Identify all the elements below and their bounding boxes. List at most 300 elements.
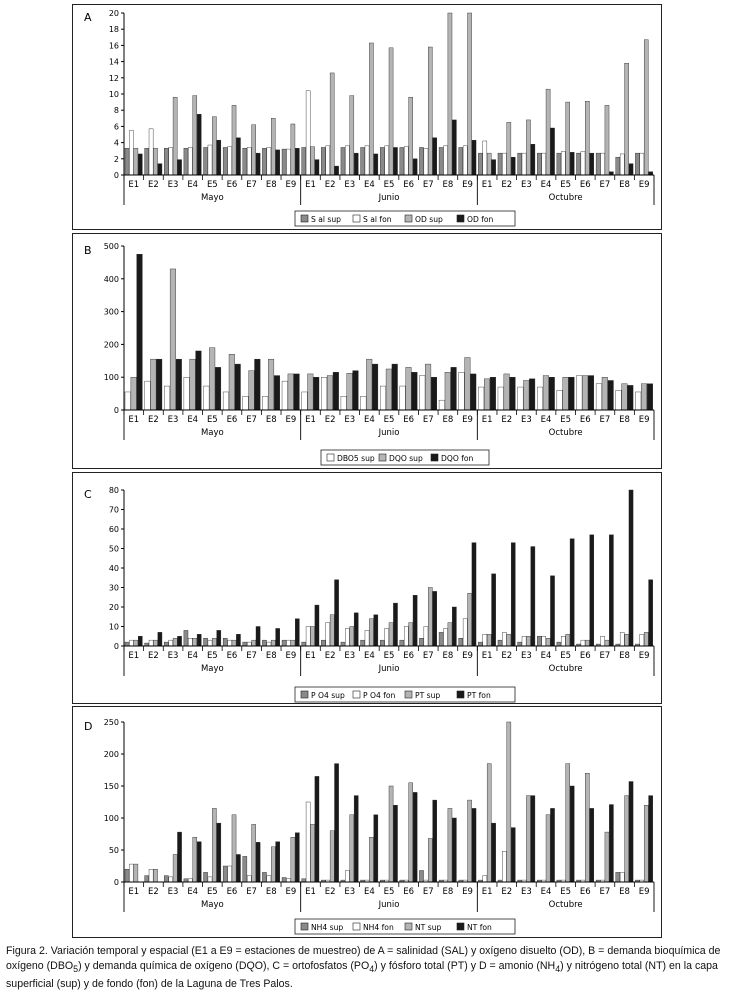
bar (232, 640, 236, 646)
bar (483, 141, 487, 175)
bar (550, 808, 554, 882)
x-tick-label: E4 (187, 415, 199, 425)
y-tick-label: 50 (108, 544, 119, 554)
bar (196, 351, 202, 410)
bar (313, 377, 319, 410)
x-tick-label: E5 (206, 180, 218, 190)
y-tick-label: 80 (108, 486, 119, 495)
bar (433, 591, 437, 646)
bar (354, 153, 358, 175)
x-tick-label: E8 (265, 180, 277, 190)
x-tick-label: E3 (521, 651, 532, 661)
bar (609, 805, 613, 882)
x-tick-label: E8 (265, 651, 277, 661)
x-tick-label: E8 (442, 180, 454, 190)
y-tick-label: 0 (113, 642, 119, 651)
y-tick-label: 10 (108, 90, 119, 99)
x-tick-label: E8 (442, 887, 454, 897)
bar (550, 576, 554, 646)
bar (369, 837, 373, 882)
x-tick-label: E1 (128, 180, 140, 190)
legend-label: P O4 sup (311, 691, 345, 700)
bar (549, 377, 555, 410)
bar (125, 642, 129, 646)
bar (459, 147, 463, 175)
bar (531, 547, 535, 646)
x-tick-label: E7 (422, 887, 434, 897)
bar (502, 851, 506, 882)
bar (341, 147, 345, 175)
x-tick-label: E1 (481, 180, 493, 190)
x-tick-label: E3 (344, 415, 356, 425)
bar (419, 376, 425, 410)
bar (302, 642, 306, 646)
bar (424, 627, 428, 647)
bar (164, 642, 168, 646)
x-tick-label: E7 (422, 180, 434, 190)
bar (204, 386, 210, 410)
y-tick-label: 10 (108, 622, 119, 632)
x-tick-label: E8 (265, 415, 277, 425)
bar (149, 129, 153, 175)
month-label: Octubre (548, 664, 583, 674)
bar (443, 628, 447, 646)
bar (425, 364, 431, 410)
bar (286, 149, 290, 175)
month-label: Junio (378, 900, 400, 910)
x-tick-label: E4 (363, 887, 375, 897)
bar (302, 392, 308, 410)
bar (350, 627, 354, 647)
bar (335, 580, 339, 646)
x-tick-label: E9 (285, 887, 297, 897)
y-tick-label: 4 (113, 138, 119, 148)
x-tick-label: E4 (187, 651, 199, 661)
bar (385, 628, 389, 646)
bar (276, 150, 280, 175)
bar (550, 128, 554, 175)
y-tick-label: 0 (113, 406, 119, 415)
bar (330, 831, 334, 882)
bar (294, 374, 300, 410)
y-tick-label: 100 (103, 373, 119, 383)
y-tick-label: 12 (108, 73, 119, 83)
y-tick-label: 6 (113, 122, 119, 132)
y-tick-label: 60 (108, 525, 119, 534)
bar (262, 640, 266, 646)
bar (468, 800, 472, 882)
bar (125, 392, 131, 410)
bar (409, 623, 413, 646)
bar (546, 89, 550, 175)
bar (507, 634, 511, 646)
bar (256, 842, 260, 882)
x-tick-label: E7 (246, 887, 257, 897)
month-label: Mayo (200, 664, 224, 674)
x-tick-label: E4 (540, 887, 552, 897)
bar (291, 837, 295, 882)
bar (590, 535, 594, 646)
bar (439, 147, 443, 175)
legend-label: P O4 fon (363, 691, 396, 700)
bar (170, 269, 176, 410)
bar (392, 364, 398, 410)
bar (208, 877, 212, 882)
x-tick-label: E5 (383, 651, 395, 661)
x-tick-label: E6 (403, 651, 415, 661)
bar (255, 359, 261, 410)
x-tick-label: E5 (383, 887, 395, 897)
bar (581, 640, 585, 646)
bar (478, 387, 484, 410)
x-tick-label: E8 (619, 415, 630, 425)
legend-swatch (379, 454, 386, 461)
x-tick-label: E6 (403, 415, 415, 425)
bar (386, 369, 392, 410)
bar (243, 642, 247, 646)
bar (268, 359, 274, 410)
x-tick-label: E3 (344, 887, 356, 897)
bar (158, 632, 162, 646)
bar (406, 367, 412, 410)
legend-swatch (405, 215, 412, 222)
bar (433, 138, 437, 175)
bar (326, 623, 330, 646)
bar (145, 148, 149, 175)
bar (523, 380, 529, 410)
x-tick-label: E2 (324, 415, 336, 425)
x-tick-label: E1 (481, 651, 493, 661)
x-tick-label: E5 (206, 887, 218, 897)
bar (472, 543, 476, 646)
bar (582, 376, 588, 410)
bar (424, 148, 428, 175)
bar (243, 856, 247, 882)
bar (295, 833, 299, 882)
legend-label: S al sup (311, 215, 342, 224)
bar (302, 147, 306, 175)
bar (557, 642, 561, 646)
bar (641, 384, 647, 410)
bar (193, 96, 197, 175)
bar (465, 358, 471, 410)
bar (184, 377, 190, 410)
bar (566, 102, 570, 175)
x-tick-label: E1 (305, 180, 316, 190)
x-tick-label: E9 (638, 887, 650, 897)
bar (629, 490, 633, 646)
bar (145, 876, 149, 882)
legend-swatch (301, 215, 308, 222)
bar (498, 640, 502, 646)
bar (622, 384, 628, 410)
month-label: Junio (378, 428, 400, 438)
bar (557, 153, 561, 175)
bar (502, 632, 506, 646)
bar (570, 152, 574, 175)
x-tick-label: E6 (403, 180, 415, 190)
bar (137, 254, 143, 410)
bar (184, 630, 188, 646)
bar (212, 117, 216, 175)
x-tick-label: E4 (540, 180, 552, 190)
bar (365, 146, 369, 175)
bar (428, 47, 432, 175)
bar (526, 796, 530, 882)
figure-caption: Figura 2. Variación temporal y espacial (E1 a E9 = estaciones de muestreo) de A = salinidad (SAL) y oxígeno disuelto (OD), B = demanda bioquímica de oxígeno $(DBO_5)$ y demanda química de oxígeno (DQO), C = ortofosfatos $(PO_4)$ y fósforo total (PT) y D = amonio $(NH_4)$ y nitrógeno total (NT) en la capa superficial (sup) y de fondo (fon) de la Laguna de Tres Palos. (6, 945, 721, 991)
bar (177, 832, 181, 882)
panel-label: D (84, 720, 93, 733)
bar (616, 872, 620, 882)
x-tick-label: E9 (285, 415, 297, 425)
x-tick-label: E6 (579, 180, 591, 190)
x-tick-label: E7 (246, 180, 257, 190)
legend-swatch (457, 215, 464, 222)
bar (380, 640, 384, 646)
bar (546, 815, 550, 882)
legend-label: NH4 fon (363, 923, 394, 932)
x-tick-label: E7 (422, 415, 434, 425)
bar (557, 390, 563, 410)
bar (335, 166, 339, 175)
bar (537, 387, 543, 410)
bar (576, 376, 582, 410)
bar (518, 642, 522, 646)
legend-label: PT sup (415, 691, 441, 700)
bar (400, 147, 404, 175)
bar (350, 96, 354, 175)
month-label: Junio (378, 193, 400, 203)
x-tick-label: E6 (579, 415, 591, 425)
legend-label: OD fon (467, 215, 494, 224)
legend-swatch (353, 691, 360, 698)
x-tick-label: E7 (599, 180, 611, 190)
bar (484, 379, 490, 410)
bar (590, 153, 594, 175)
bar (197, 114, 201, 175)
bar (609, 535, 613, 646)
bar (138, 636, 142, 646)
bar (372, 364, 378, 410)
bar (413, 159, 417, 175)
bar (229, 354, 235, 410)
x-tick-label: E7 (599, 651, 611, 661)
bar (616, 390, 622, 410)
bar (543, 376, 549, 410)
bar (223, 392, 229, 410)
bar (561, 636, 565, 646)
y-tick-label: 50 (108, 846, 119, 855)
x-tick-label: E5 (560, 415, 572, 425)
bar (487, 153, 491, 175)
x-tick-label: E3 (344, 651, 356, 661)
legend-label: DQO sup (389, 454, 423, 463)
legend-label: NT fon (467, 923, 492, 932)
bar (492, 160, 496, 175)
bar (487, 634, 491, 646)
bar (330, 73, 334, 175)
bar (569, 377, 575, 410)
chart-d (72, 706, 662, 938)
bar (129, 130, 133, 175)
x-tick-label: E7 (246, 415, 257, 425)
bar (232, 815, 236, 882)
bar (451, 367, 457, 410)
legend-swatch (457, 923, 464, 930)
bar (490, 377, 496, 410)
y-tick-label: 16 (108, 41, 119, 51)
bar (267, 876, 271, 882)
x-tick-label: E5 (383, 415, 395, 425)
x-tick-label: E3 (521, 180, 532, 190)
bar (588, 376, 594, 410)
bar (504, 374, 510, 410)
bar (282, 878, 286, 882)
bar (215, 367, 221, 410)
bar (445, 372, 451, 410)
bar (315, 160, 319, 175)
bar (468, 593, 472, 646)
bar (197, 842, 201, 882)
bar (439, 400, 445, 410)
bar (511, 157, 515, 175)
bar (286, 640, 290, 646)
bar (629, 782, 633, 882)
bar (129, 864, 133, 882)
bar (149, 640, 153, 646)
x-tick-label: E1 (128, 651, 140, 661)
x-tick-label: E8 (442, 415, 454, 425)
bar (232, 105, 236, 175)
bar (274, 376, 280, 410)
bar (640, 634, 644, 646)
bar (173, 854, 177, 882)
bar (249, 371, 255, 410)
bar (158, 164, 162, 175)
bar (236, 634, 240, 646)
bar (448, 808, 452, 882)
y-tick-label: 70 (108, 505, 119, 515)
bar (605, 105, 609, 175)
legend-swatch (353, 215, 360, 222)
bar (581, 152, 585, 175)
x-tick-label: E9 (638, 415, 650, 425)
x-tick-label: E4 (363, 651, 375, 661)
bar (333, 372, 339, 410)
bar (570, 786, 574, 882)
bar (341, 642, 345, 646)
bar (644, 632, 648, 646)
bar (228, 640, 232, 646)
bar (310, 147, 314, 175)
bar (306, 627, 310, 647)
legend-label: DBO5 sup (337, 454, 375, 463)
bar (468, 13, 472, 175)
month-label: Octubre (548, 428, 583, 438)
bar (380, 147, 384, 175)
x-tick-label: E2 (501, 887, 513, 897)
x-tick-label: E3 (167, 415, 179, 425)
bar (649, 796, 653, 882)
x-tick-label: E5 (383, 180, 395, 190)
bar (483, 876, 487, 882)
y-tick-label: 100 (103, 814, 119, 823)
y-tick-label: 300 (103, 307, 119, 317)
bar (169, 147, 173, 175)
bar (188, 147, 192, 175)
bar (400, 386, 406, 410)
bar (472, 140, 476, 175)
bar (193, 638, 197, 646)
bar (463, 146, 467, 175)
bar (347, 373, 353, 410)
bar (413, 595, 417, 646)
x-tick-label: E3 (344, 180, 356, 190)
y-tick-label: 500 (103, 242, 119, 251)
bar (236, 138, 240, 175)
bar (361, 396, 367, 410)
bar (380, 386, 386, 410)
bar (193, 837, 197, 882)
bar (177, 636, 181, 646)
bar (443, 146, 447, 175)
x-tick-label: E6 (579, 887, 591, 897)
bar (452, 607, 456, 646)
bar (188, 638, 192, 646)
y-tick-label: 30 (108, 583, 119, 593)
bar (601, 636, 605, 646)
x-tick-label: E4 (187, 887, 199, 897)
bar (498, 153, 502, 175)
bar (404, 627, 408, 647)
x-tick-label: E9 (462, 887, 473, 897)
bar (472, 808, 476, 882)
bar (644, 805, 648, 882)
bar (282, 149, 286, 175)
bar (145, 381, 151, 410)
bar (404, 147, 408, 175)
bar (354, 796, 358, 882)
bar (321, 640, 325, 646)
bar (223, 866, 227, 882)
legend-swatch (405, 923, 412, 930)
x-tick-label: E6 (579, 651, 591, 661)
bar (439, 632, 443, 646)
bar (310, 627, 314, 647)
x-tick-label: E1 (128, 887, 140, 897)
x-tick-label: E4 (363, 415, 375, 425)
x-tick-label: E5 (560, 887, 572, 897)
bar (151, 359, 157, 410)
bar (262, 872, 266, 882)
bar (235, 364, 241, 410)
bar (452, 818, 456, 882)
bar (566, 634, 570, 646)
bar (605, 832, 609, 882)
bar (149, 869, 153, 882)
bar (620, 154, 624, 175)
bar (164, 876, 168, 882)
bar (276, 842, 280, 882)
bar (223, 638, 227, 646)
bar (608, 380, 614, 410)
x-tick-label: E2 (148, 887, 159, 897)
x-tick-label: E9 (638, 651, 650, 661)
bar (243, 396, 249, 410)
month-label: Mayo (200, 193, 224, 203)
bar (620, 872, 624, 882)
x-tick-label: E5 (560, 651, 572, 661)
